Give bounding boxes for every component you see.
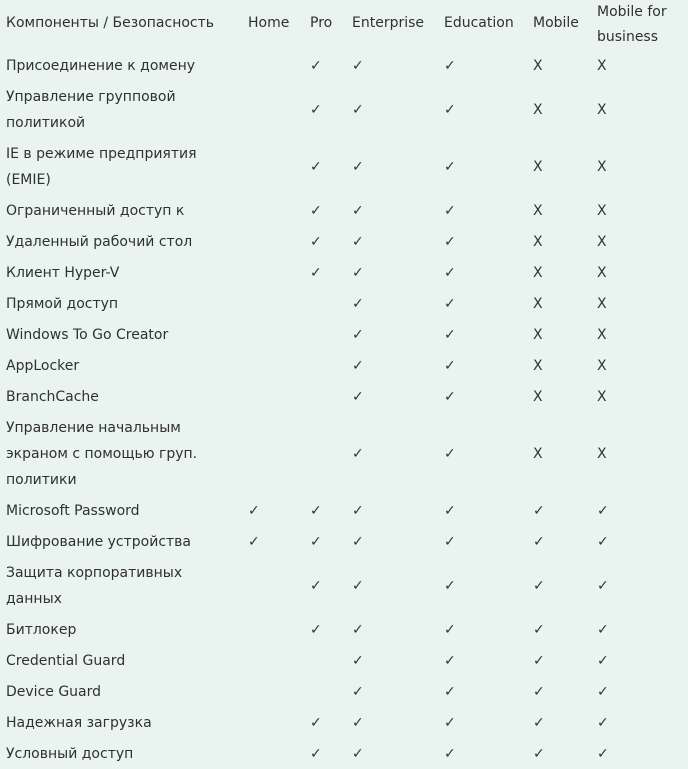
home-cell (242, 557, 304, 614)
education-cell: ✓ (444, 714, 456, 731)
mobile-business-cell: X (597, 158, 607, 175)
home-cell (242, 138, 304, 195)
mobile-business-cell: X (597, 388, 607, 405)
home-cell (242, 676, 304, 707)
header-label: Mobile for business (597, 4, 667, 45)
education-cell: ✓ (444, 202, 456, 219)
feature-name: Управление групповой политикой (6, 88, 176, 131)
home-cell (242, 50, 304, 81)
header-label: Компоненты / Безопасность (6, 15, 215, 31)
enterprise-cell: ✓ (352, 357, 364, 374)
home-cell (242, 350, 304, 381)
mobile-cell: ✓ (533, 533, 545, 550)
pro-cell: ✓ (310, 158, 322, 175)
mobile-cell: ✓ (533, 714, 545, 731)
table-row (0, 645, 688, 676)
education-cell: ✓ (444, 445, 456, 462)
mobile-cell: X (533, 326, 543, 343)
education-cell: ✓ (444, 502, 456, 519)
feature-name: Клиент Hyper-V (6, 264, 120, 281)
feature-name: Шифрование устройства (6, 533, 192, 550)
mobile-business-cell: ✓ (597, 577, 609, 594)
home-cell: ✓ (248, 533, 260, 550)
enterprise-cell: ✓ (352, 57, 364, 74)
mobile-cell: ✓ (533, 502, 545, 519)
pro-cell: ✓ (310, 101, 322, 118)
table-row (0, 495, 688, 526)
feature-name: Прямой доступ (6, 295, 119, 312)
pro-cell: ✓ (310, 745, 322, 762)
feature-name: Условный доступ (6, 745, 134, 762)
header-cell (304, 0, 346, 50)
mobile-business-cell: ✓ (597, 683, 609, 700)
home-cell (242, 738, 304, 769)
pro-cell: ✓ (310, 533, 322, 550)
mobile-cell: X (533, 57, 543, 74)
mobile-business-cell: ✓ (597, 502, 609, 519)
pro-cell (304, 412, 346, 495)
mobile-business-cell: X (597, 233, 607, 250)
table-row (0, 526, 688, 557)
table-row (0, 257, 688, 288)
table-row (0, 350, 688, 381)
pro-cell (304, 350, 346, 381)
table-row (0, 195, 688, 226)
education-cell: ✓ (444, 577, 456, 594)
pro-cell: ✓ (310, 264, 322, 281)
pro-cell: ✓ (310, 233, 322, 250)
home-cell: ✓ (248, 502, 260, 519)
mobile-business-cell: ✓ (597, 621, 609, 638)
enterprise-cell: ✓ (352, 652, 364, 669)
mobile-cell: ✓ (533, 621, 545, 638)
home-cell (242, 195, 304, 226)
header-cell (527, 0, 591, 50)
mobile-business-cell: X (597, 57, 607, 74)
pro-cell (304, 645, 346, 676)
pro-cell: ✓ (310, 502, 322, 519)
enterprise-cell: ✓ (352, 714, 364, 731)
enterprise-cell: ✓ (352, 158, 364, 175)
mobile-cell: X (533, 158, 543, 175)
mobile-business-cell: ✓ (597, 533, 609, 550)
table-row (0, 288, 688, 319)
education-cell: ✓ (444, 533, 456, 550)
table-row (0, 557, 688, 614)
feature-name: Удаленный рабочий стол (6, 233, 193, 250)
table-header-row (0, 0, 688, 50)
header-cell (591, 0, 688, 50)
enterprise-cell: ✓ (352, 326, 364, 343)
table-row (0, 412, 688, 495)
pro-cell: ✓ (310, 202, 322, 219)
home-cell (242, 614, 304, 645)
mobile-business-cell: ✓ (597, 714, 609, 731)
mobile-cell: ✓ (533, 577, 545, 594)
education-cell: ✓ (444, 295, 456, 312)
education-cell: ✓ (444, 264, 456, 281)
home-cell (242, 81, 304, 138)
mobile-business-cell: X (597, 264, 607, 281)
feature-name: IE в режиме предприятия (EMIE) (6, 145, 197, 188)
mobile-cell: X (533, 233, 543, 250)
pro-cell: ✓ (310, 57, 322, 74)
education-cell: ✓ (444, 683, 456, 700)
enterprise-cell: ✓ (352, 295, 364, 312)
home-cell (242, 707, 304, 738)
table-row (0, 50, 688, 81)
header-cell (346, 0, 438, 50)
pro-cell (304, 381, 346, 412)
mobile-cell: ✓ (533, 683, 545, 700)
mobile-business-cell: X (597, 202, 607, 219)
pro-cell: ✓ (310, 621, 322, 638)
mobile-cell: ✓ (533, 652, 545, 669)
home-cell (242, 645, 304, 676)
education-cell: ✓ (444, 326, 456, 343)
table-row (0, 81, 688, 138)
mobile-business-cell: ✓ (597, 745, 609, 762)
enterprise-cell: ✓ (352, 445, 364, 462)
pro-cell (304, 288, 346, 319)
pro-cell: ✓ (310, 714, 322, 731)
mobile-cell: X (533, 445, 543, 462)
header-label: Pro (310, 15, 333, 31)
mobile-business-cell: ✓ (597, 652, 609, 669)
enterprise-cell: ✓ (352, 233, 364, 250)
home-cell (242, 288, 304, 319)
enterprise-cell: ✓ (352, 101, 364, 118)
header-label: Mobile (533, 15, 579, 31)
mobile-business-cell: X (597, 101, 607, 118)
header-cell (0, 0, 242, 50)
enterprise-cell: ✓ (352, 577, 364, 594)
education-cell: ✓ (444, 158, 456, 175)
mobile-cell: X (533, 357, 543, 374)
education-cell: ✓ (444, 357, 456, 374)
pro-cell (304, 676, 346, 707)
enterprise-cell: ✓ (352, 264, 364, 281)
feature-name: Управление начальным экраном с помощью груп. политики (6, 419, 198, 488)
home-cell (242, 412, 304, 495)
enterprise-cell: ✓ (352, 621, 364, 638)
pro-cell (304, 319, 346, 350)
header-label: Home (248, 15, 290, 31)
feature-name: AppLocker (6, 357, 80, 374)
feature-name: BranchCache (6, 388, 99, 405)
feature-name: Microsoft Password (6, 502, 140, 519)
header-cell (438, 0, 527, 50)
header-cell (242, 0, 304, 50)
enterprise-cell: ✓ (352, 745, 364, 762)
education-cell: ✓ (444, 621, 456, 638)
table-row (0, 319, 688, 350)
mobile-cell: X (533, 202, 543, 219)
table-row (0, 676, 688, 707)
education-cell: ✓ (444, 388, 456, 405)
feature-name: Присоединение к домену (6, 57, 196, 74)
education-cell: ✓ (444, 233, 456, 250)
table-row (0, 226, 688, 257)
table-row (0, 138, 688, 195)
mobile-cell: X (533, 388, 543, 405)
table-row (0, 738, 688, 769)
feature-name: Защита корпоративных данных (6, 564, 183, 607)
mobile-business-cell: X (597, 445, 607, 462)
home-cell (242, 381, 304, 412)
table-row (0, 707, 688, 738)
header-label: Education (444, 15, 514, 31)
home-cell (242, 319, 304, 350)
home-cell (242, 257, 304, 288)
header-label: Enterprise (352, 15, 425, 31)
pro-cell: ✓ (310, 577, 322, 594)
feature-name: Windows To Go Creator (6, 326, 169, 343)
enterprise-cell: ✓ (352, 502, 364, 519)
mobile-cell: X (533, 101, 543, 118)
education-cell: ✓ (444, 745, 456, 762)
enterprise-cell: ✓ (352, 388, 364, 405)
enterprise-cell: ✓ (352, 533, 364, 550)
table-row (0, 381, 688, 412)
education-cell: ✓ (444, 101, 456, 118)
home-cell (242, 226, 304, 257)
feature-name: Надежная загрузка (6, 714, 152, 731)
education-cell: ✓ (444, 57, 456, 74)
mobile-business-cell: X (597, 326, 607, 343)
mobile-business-cell: X (597, 357, 607, 374)
feature-name: Ограниченный доступ к (6, 202, 185, 219)
enterprise-cell: ✓ (352, 202, 364, 219)
feature-name: Device Guard (6, 683, 102, 700)
mobile-cell: X (533, 264, 543, 281)
mobile-cell: ✓ (533, 745, 545, 762)
education-cell: ✓ (444, 652, 456, 669)
enterprise-cell: ✓ (352, 683, 364, 700)
feature-name: Credential Guard (6, 652, 126, 669)
feature-name: Битлокер (6, 621, 77, 638)
table-row (0, 614, 688, 645)
mobile-cell: X (533, 295, 543, 312)
mobile-business-cell: X (597, 295, 607, 312)
